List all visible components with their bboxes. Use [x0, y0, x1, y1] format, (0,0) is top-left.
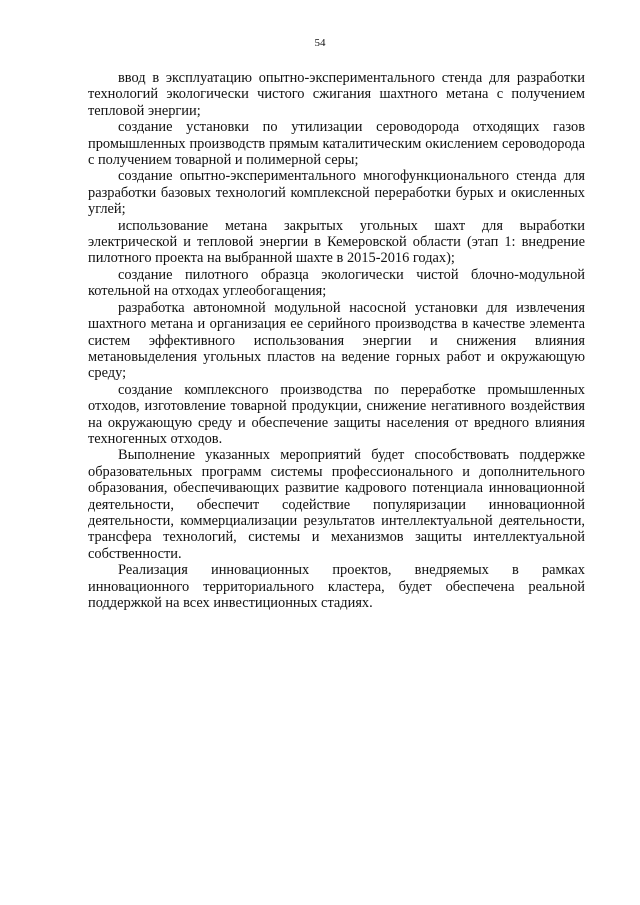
paragraph-waste-processing: создание комплексного производства по переработке промышленных отходов, изготовление товарной продукции, снижение негативного воздействия на окружающую среду и обеспечение защиты населения от вредного влияния техногенных отходов. — [88, 381, 585, 447]
document-body — [88, 70, 585, 611]
page-number: 54 — [314, 37, 326, 49]
paragraph-mine-methane-energy: использование метана закрытых угольных шахт для выработки электрической и тепловой энергии в Кемеровской области (этап 1: внедрение пилотного проекта на выбранной шахте в 2015-2016 годах); — [88, 217, 585, 267]
paragraph-projects-support: Реализация инновационных проектов, внедряемых в рамках инновационного территориального кластера, будет обеспечена реальной поддержкой на всех инвестиционных стадиях. — [88, 562, 585, 611]
paragraph-hydrogen-sulfide-utilization: создание установки по утилизации сероводорода отходящих газов промышленных производств прямым каталитическим окислением сероводорода с получением товарной и полимерной серы; — [88, 119, 585, 169]
paragraph-pump-installation: разработка автономной модульной насосной установки для извлечения шахтного метана и организация ее серийного производства в качестве элемента систем эффективного использования энергии и снижения влияния метановыделения угольных пластов на ведение горных работ и окружающую среду; — [88, 299, 585, 382]
paragraph-stand-methane-combustion: ввод в эксплуатацию опытно-экспериментального стенда для разработки технологий экологически чистого сжигания шахтного метана с получением тепловой энергии; — [88, 70, 585, 119]
paragraph-coal-processing-stand: создание опытно-экспериментального многофункционального стенда для разработки базовых технологий комплексной переработки бурых и окисленных углей; — [88, 168, 585, 218]
paragraph-measures-outcome: Выполнение указанных мероприятий будет способствовать поддержке образовательных программ системы профессионального и дополнительного образования, обеспечивающих развитие кадрового потенциала инновационной деятельности, обеспечит содействие популяризации инновационной деятельности, коммерциализации результатов интеллектуальной деятельности, трансфера технологий, системы и механизмов защиты интеллектуальной собственности. — [88, 447, 585, 562]
paragraph-pilot-boiler: создание пилотного образца экологически чистой блочно-модульной котельной на отходах углеобогащения; — [88, 266, 585, 300]
